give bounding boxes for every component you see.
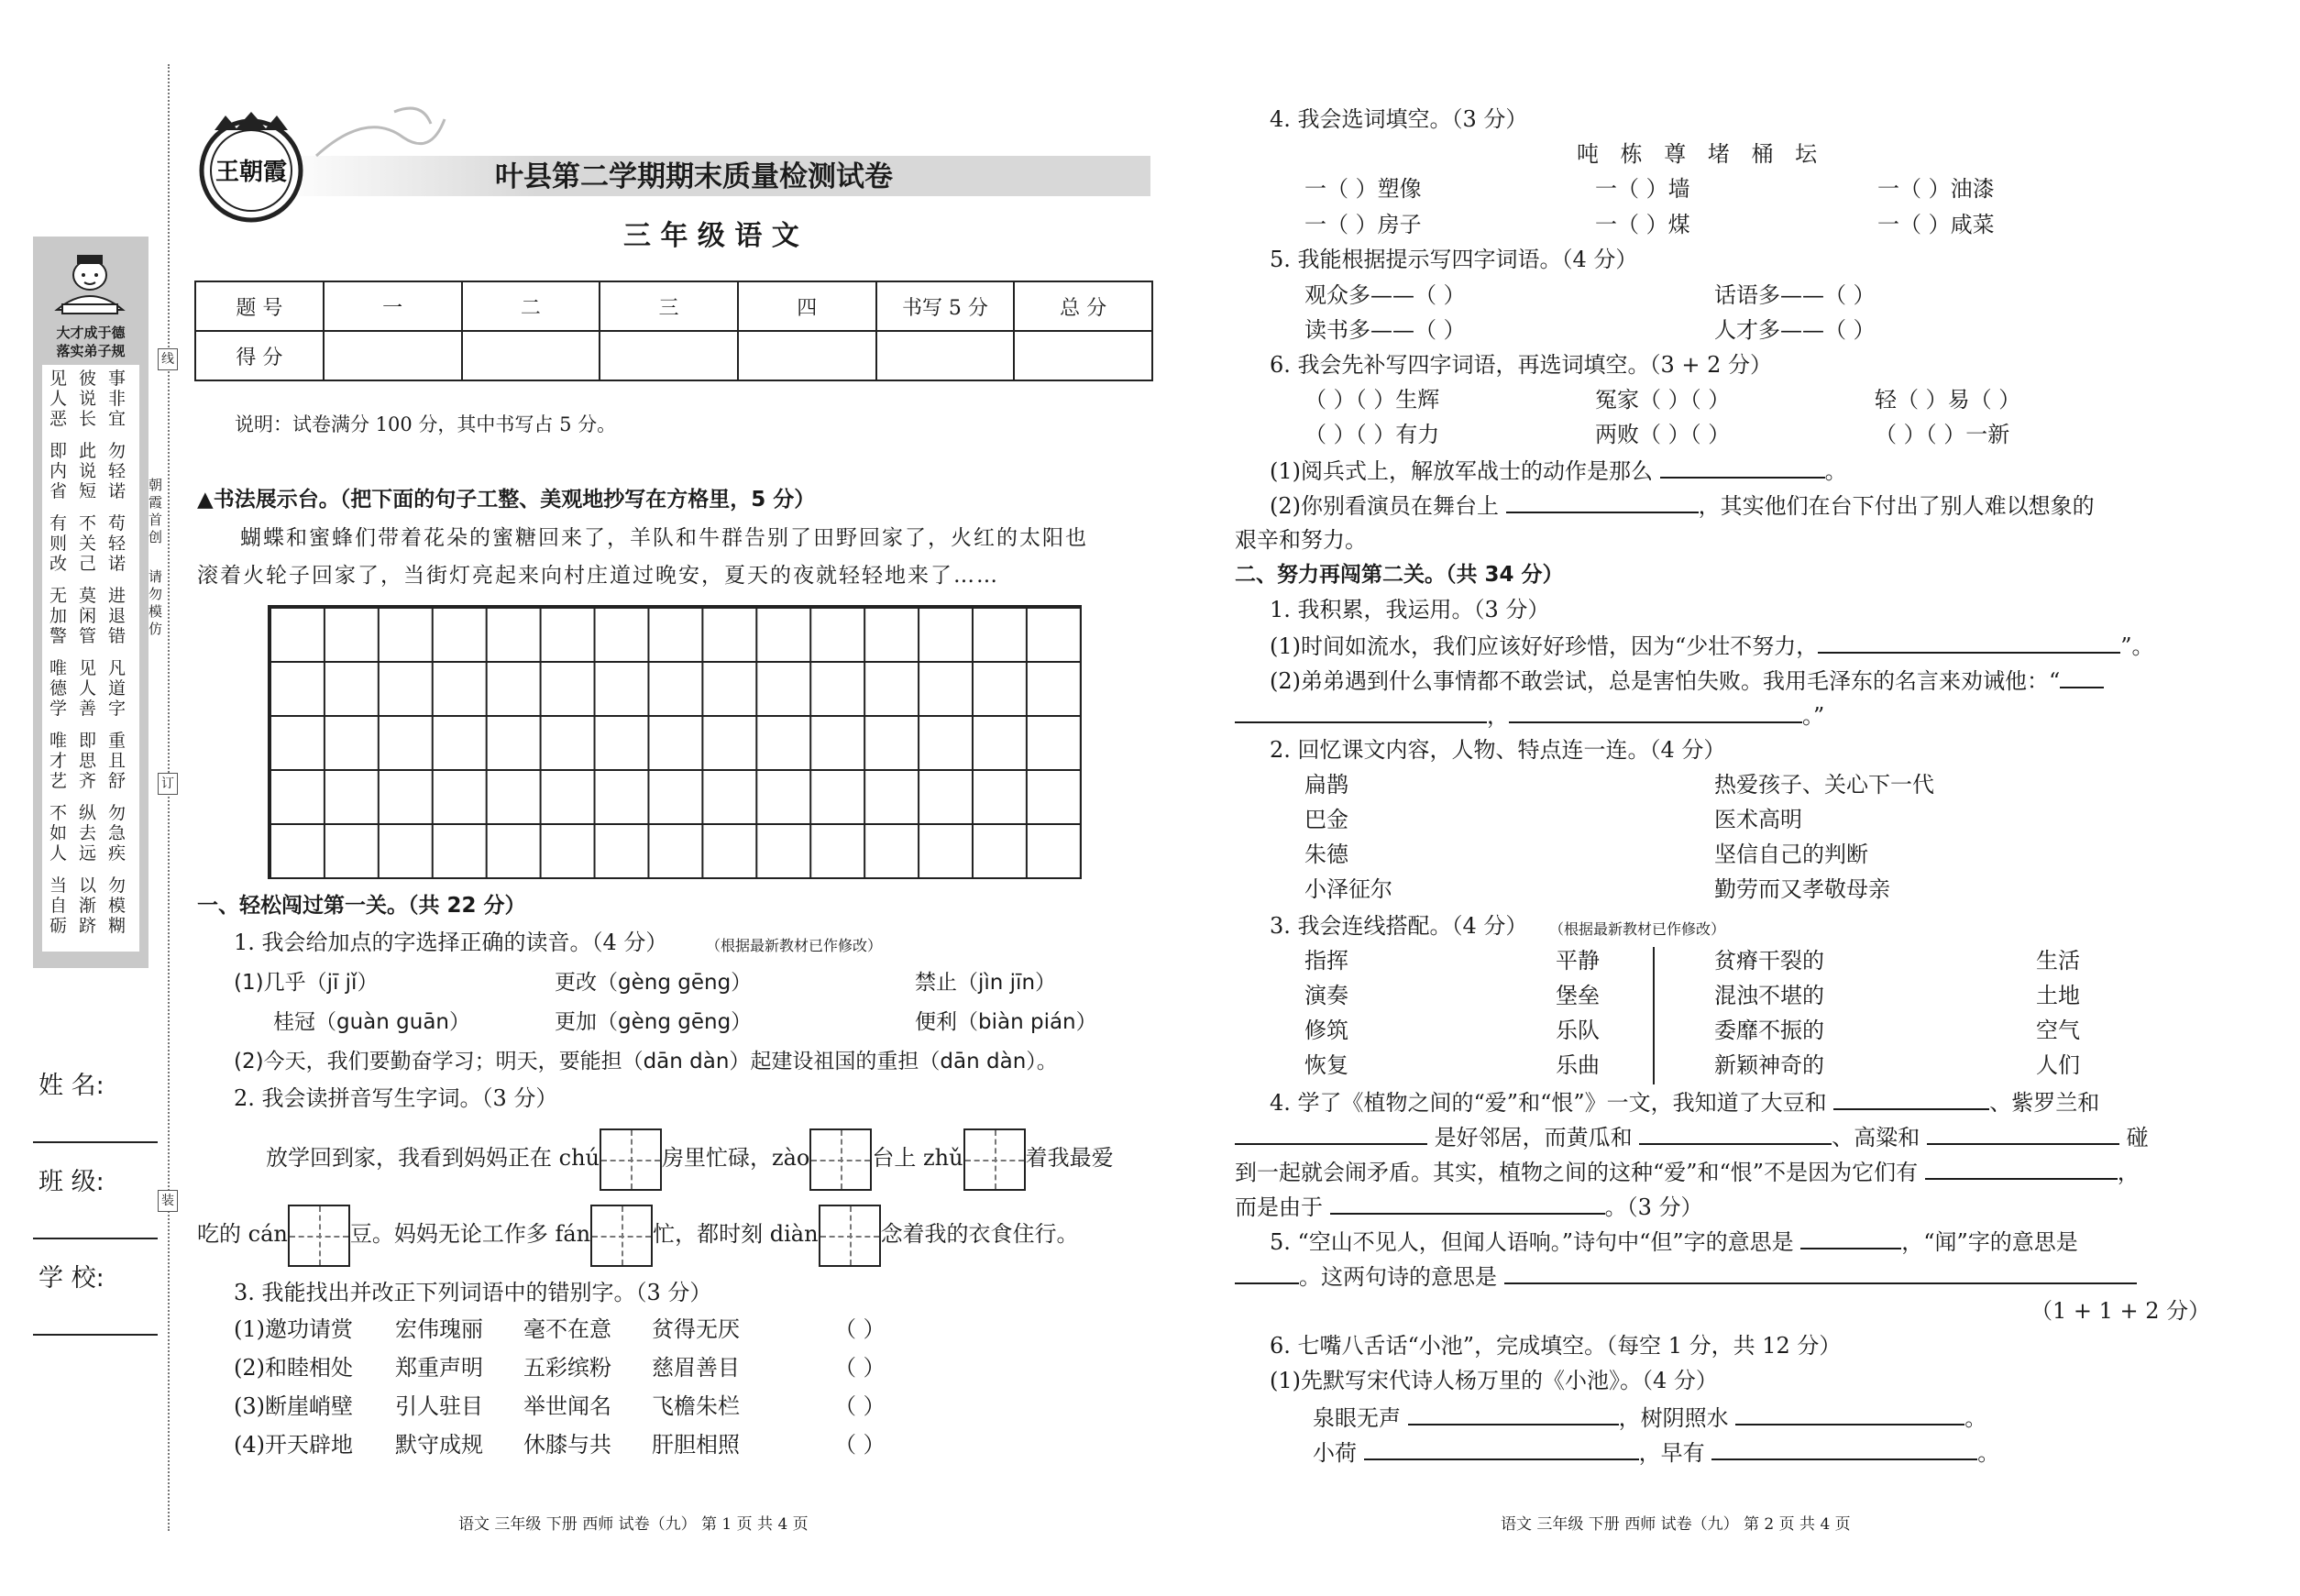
r-q4-row1-a: 一（ ）塑像 xyxy=(1304,176,1422,202)
side-note-2: 请勿模仿 xyxy=(149,568,163,637)
q3-answer-parens[interactable]: （ ） xyxy=(834,1355,886,1381)
match-person[interactable]: 扁鹊 xyxy=(1304,772,1348,798)
s2-q4-text: ， xyxy=(2117,1160,2140,1185)
score-head-cell: 书写 5 分 xyxy=(876,281,1015,331)
score-input-cell[interactable] xyxy=(324,331,462,380)
s2-q6-text: 。 xyxy=(1977,1440,2000,1466)
score-input-cell[interactable] xyxy=(738,331,876,380)
score-head-cell: 题 号 xyxy=(195,281,324,331)
r-q4-row1-b: 一（ ）墙 xyxy=(1595,176,1690,202)
r-q4-row2-a: 一（ ）房子 xyxy=(1304,212,1422,237)
q3-word: 休膝与共 xyxy=(523,1432,611,1458)
s2-q4-text: 而是由于 xyxy=(1235,1194,1323,1220)
sidebar-verse: 事非宜 xyxy=(108,369,127,429)
match-word[interactable]: 新颖神奇的 xyxy=(1714,1052,1824,1078)
sidebar-banner-line2: 落实弟子规 xyxy=(56,343,126,359)
s2-q3-prompt: 3. 我会连线搭配。（4 分） xyxy=(1270,913,1528,939)
q3-word: (1)邀功请赏 xyxy=(234,1316,353,1342)
q3-word: (4)开天辟地 xyxy=(234,1432,353,1458)
score-head-cell: 三 xyxy=(600,281,738,331)
q6-s1-text: (1)阅兵式上，解放军战士的动作是那么 xyxy=(1270,458,1653,484)
s2-q4-l1 xyxy=(1270,1088,2099,1117)
match-person[interactable]: 巴金 xyxy=(1304,807,1348,832)
character-box[interactable] xyxy=(288,1205,350,1267)
calligraphy-passage-2: 滚着火轮子回家了，当街灯亮起来向村庄道过晚安，夏天的夜就轻轻地来了…… xyxy=(197,564,999,588)
answer-blank[interactable] xyxy=(1927,1123,2119,1145)
sidebar-verse: 进退错 xyxy=(108,586,127,646)
q1-row1-c: 禁止（jìn jīn） xyxy=(915,971,1057,995)
s2-q4-text: 是好邻居，而黄瓜和 xyxy=(1434,1125,1633,1150)
r-q6-row2-b: 两败（ ）（ ） xyxy=(1595,422,1731,447)
q3-word: 肝胆相照 xyxy=(652,1432,740,1458)
answer-blank[interactable] xyxy=(1235,1123,1427,1145)
s2-q5-l2 xyxy=(1235,1262,2137,1291)
sidebar-verse: 有则改 xyxy=(50,513,68,574)
s2-q6-text: 小荷 xyxy=(1313,1440,1357,1466)
sidebar-verse: 唯德学 xyxy=(50,658,68,719)
sidebar-verses xyxy=(50,369,134,946)
score-input-cell[interactable] xyxy=(600,331,738,380)
q6-s1-end: 。 xyxy=(1824,458,1847,484)
s2-q4-text: 4. 学了《植物之间的“爱”和“恨”》一文，我知道了大豆和 xyxy=(1270,1090,1827,1116)
r-q4-row2-c: 一（ ）咸菜 xyxy=(1877,212,1995,237)
s2-q3-note: （根据最新教材已作修改） xyxy=(1549,920,1726,938)
section2-heading: 二、努力再闯第二关。（共 34 分） xyxy=(1235,563,1564,587)
s2-q1-l3 xyxy=(1235,701,1824,730)
sidebar-verse: 莫闲管 xyxy=(79,586,97,646)
q3-word: 默守成规 xyxy=(395,1432,483,1458)
binding-dotted-line xyxy=(168,64,170,1531)
answer-blank[interactable] xyxy=(1735,1403,1964,1425)
s2-q5-l1 xyxy=(1270,1227,2078,1256)
side-note-1: 朝霞首创 xyxy=(149,477,163,545)
q3-word: (3)断崖峭壁 xyxy=(234,1393,353,1419)
answer-blank[interactable] xyxy=(1330,1193,1605,1215)
q6-s2-text: (2)你别看演员在舞台上 xyxy=(1270,493,1499,519)
q3-word: 飞檐朱栏 xyxy=(652,1393,740,1419)
match-word[interactable]: 指挥 xyxy=(1304,948,1348,974)
r-q5-row2-a: 读书多——（ ） xyxy=(1304,317,1466,343)
score-input-cell[interactable] xyxy=(462,331,600,380)
q3-answer-parens[interactable]: （ ） xyxy=(834,1432,886,1458)
r-q4-prompt: 4. 我会选词填空。（3 分） xyxy=(1270,106,1528,132)
sidebar-verse: 见人善 xyxy=(79,658,97,719)
q1-row2-c: 便利（biàn pián） xyxy=(915,1010,1097,1034)
q2-line2 xyxy=(197,1202,1079,1267)
sidebar-verse: 此说短 xyxy=(79,441,97,501)
r-q6-row2-c: （ ）（ ）一新 xyxy=(1875,422,2010,447)
s2-q2-prompt: 2. 回忆课文内容，人物、特点连一连。（4 分） xyxy=(1270,737,1726,763)
q2-text: 台上 zhǔ xyxy=(872,1145,963,1171)
match-word[interactable]: 演奏 xyxy=(1304,983,1348,1008)
s2-q4-l2 xyxy=(1235,1123,2149,1151)
sidebar-verse: 彼说长 xyxy=(79,369,97,429)
match-word[interactable]: 混浊不堪的 xyxy=(1714,983,1824,1008)
s2-q5-text: 。这两句诗的意思是 xyxy=(1299,1264,1497,1290)
s2-q6-sub: (1)先默写宋代诗人杨万里的《小池》。（4 分） xyxy=(1270,1368,1718,1393)
q2-text: 吃的 cán xyxy=(197,1221,288,1247)
q3-answer-parens[interactable]: （ ） xyxy=(834,1316,886,1342)
s2-q4-l4 xyxy=(1235,1193,1703,1221)
calligraphy-passage-1: 蝴蝶和蜜蜂们带着花朵的蜜糖回来了，羊队和牛群告别了田野回家了，火红的太阳也 xyxy=(240,526,1088,550)
match-trait[interactable]: 勤劳而又孝敬母亲 xyxy=(1714,876,1890,902)
q2-text: 房里忙碌，zào xyxy=(661,1145,810,1171)
q3-word: 郑重声明 xyxy=(395,1355,483,1381)
r-q6-row2-a: （ ）（ ）有力 xyxy=(1304,422,1440,447)
s2-q4-text: 。（3 分） xyxy=(1604,1194,1703,1220)
q3-word: 贫得无厌 xyxy=(652,1316,740,1342)
answer-blank[interactable] xyxy=(1408,1403,1619,1425)
sidebar-banner-line1: 大才成于德 xyxy=(56,325,126,341)
q3-word: 慈眉善目 xyxy=(652,1355,740,1381)
s2-q4-text: 到一起就会闹矛盾。其实，植物之间的这种“爱”和“恨”不是因为它们有 xyxy=(1235,1160,1919,1185)
q3-word: 五彩缤粉 xyxy=(523,1355,611,1381)
match-word[interactable]: 贫瘠干裂的 xyxy=(1714,948,1824,974)
s2-q4-l3 xyxy=(1235,1158,2140,1186)
answer-blank[interactable] xyxy=(2060,666,2104,688)
exam-note: 说明：试卷满分 100 分，其中书写占 5 分。 xyxy=(235,413,617,435)
r-q6-row1-c: 轻（ ）易（ ） xyxy=(1875,387,2021,413)
q3-word: 引人驻目 xyxy=(395,1393,483,1419)
answer-blank[interactable] xyxy=(1660,457,1825,479)
q2-text: 念着我的衣食住行。 xyxy=(880,1221,1079,1247)
section1-heading: 一、轻松闯过第一关。（共 22 分） xyxy=(197,894,526,918)
r-q6-row1-b: 冤家（ ）（ ） xyxy=(1595,387,1731,413)
r-q4-words: 吨 栋 尊 堵 桶 坛 xyxy=(1577,141,1825,167)
s2-q6-l1 xyxy=(1313,1403,1986,1432)
calligraphy-heading: ▲书法展示台。（把下面的句子工整、美观地抄写在方格里，5 分） xyxy=(197,488,816,512)
match-word[interactable]: 土地 xyxy=(2036,983,2080,1008)
score-head-cell: 四 xyxy=(738,281,876,331)
match-word[interactable]: 空气 xyxy=(2036,1018,2080,1043)
sidebar-verse: 勿轻诺 xyxy=(108,441,127,501)
match-word[interactable]: 恢复 xyxy=(1304,1052,1348,1078)
exam-subtitle: 三 年 级 语 文 xyxy=(623,220,799,252)
s2-q6-l2 xyxy=(1313,1438,1999,1467)
q6-s2-text-b: ，其实他们在台下付出了别人难以想象的 xyxy=(1698,493,2095,519)
match-trait[interactable]: 坚信自己的判断 xyxy=(1714,842,1868,867)
sidebar-verse: 不关己 xyxy=(79,513,97,574)
title-ribbon-swirl xyxy=(312,101,449,165)
r-q5-row1-a: 观众多——（ ） xyxy=(1304,282,1466,308)
q2-text: 豆。妈妈无论工作多 fán xyxy=(349,1221,591,1247)
character-box[interactable] xyxy=(809,1128,872,1191)
score-head-cell: 总 分 xyxy=(1014,281,1152,331)
sidebar-verse: 即思齐 xyxy=(79,731,97,791)
s2-q6-text: ，早有 xyxy=(1638,1440,1705,1466)
match-trait[interactable]: 热爱孩子、关心下一代 xyxy=(1714,772,1934,798)
answer-blank[interactable] xyxy=(1833,1088,1989,1110)
q3-prompt: 3. 我能找出并改正下列词语中的错别字。（3 分） xyxy=(234,1280,712,1305)
s2-q1-prompt: 1. 我积累，我运用。（3 分） xyxy=(1270,597,1550,622)
sidebar-verse: 重且舒 xyxy=(108,731,127,791)
school-label: 学 校: xyxy=(39,1264,105,1293)
s2-q1-l1 xyxy=(1270,632,2154,660)
answer-blank[interactable] xyxy=(1800,1227,1901,1249)
match-person[interactable]: 朱德 xyxy=(1304,842,1348,867)
sidebar-verse: 苟轻诺 xyxy=(108,513,127,574)
score-head-cell: 一 xyxy=(324,281,462,331)
character-box[interactable] xyxy=(600,1128,662,1191)
class-label: 班 级: xyxy=(39,1168,105,1196)
r-q6-row1-a: （ ）（ ）生辉 xyxy=(1304,387,1440,413)
character-box[interactable] xyxy=(819,1205,881,1267)
character-box[interactable] xyxy=(590,1205,653,1267)
publisher-logo xyxy=(194,110,308,224)
sidebar-verse: 唯才艺 xyxy=(50,731,68,791)
s2-q5-text: ，“闻”字的意思是 xyxy=(1901,1229,2078,1255)
match-divider xyxy=(1653,947,1655,1084)
score-label-cell: 得 分 xyxy=(195,331,324,380)
q2-text: 忙，都时刻 diàn xyxy=(653,1221,819,1247)
score-input-cell[interactable] xyxy=(876,331,1015,380)
answer-blank[interactable] xyxy=(1235,1262,1299,1284)
q3-answer-parens[interactable]: （ ） xyxy=(834,1393,886,1419)
q1-row2-b: 更加（gèng gēng） xyxy=(555,1010,753,1034)
s2-q5-score: （1 + 1 + 2 分） xyxy=(2030,1298,2211,1324)
score-table xyxy=(194,281,1153,381)
r-q6-prompt: 6. 我会先补写四字词语，再选词填空。（3 + 2 分） xyxy=(1270,352,1773,378)
s2-q4-text: 碰 xyxy=(2126,1125,2149,1150)
character-box[interactable] xyxy=(963,1128,1026,1191)
sidebar-verse: 勿急疾 xyxy=(108,803,127,864)
r-q5-prompt: 5. 我能根据提示写四字词语。（4 分） xyxy=(1270,247,1638,272)
sidebar-scholar-icon xyxy=(44,246,136,319)
s2-q6-text: 泉眼无声 xyxy=(1313,1405,1401,1431)
q3-word: 宏伟瑰丽 xyxy=(395,1316,483,1342)
q3-word: 毫不在意 xyxy=(523,1316,611,1342)
match-word[interactable]: 平静 xyxy=(1556,948,1600,974)
match-word[interactable]: 修筑 xyxy=(1304,1018,1348,1043)
r-q6-s2-cont: 艰辛和努力。 xyxy=(1235,527,1367,553)
name-label: 姓 名: xyxy=(39,1072,105,1100)
s2-q6-text: 。 xyxy=(1964,1405,1987,1431)
score-input-cell[interactable] xyxy=(1014,331,1152,380)
sidebar-verse: 见人恶 xyxy=(50,369,68,429)
score-head-cell: 二 xyxy=(462,281,600,331)
q1-row1-b: 更改（gèng gēng） xyxy=(555,971,753,995)
answer-blank[interactable] xyxy=(1364,1438,1639,1460)
q1-row3: (2)今天，我们要勤奋学习；明天，要能担（dān dàn）起建设祖国的重担（dān dàn）。 xyxy=(234,1050,1058,1073)
svg-text:王朝霞: 王朝霞 xyxy=(215,159,288,186)
class-input-line[interactable] xyxy=(33,1238,158,1239)
s2-q1-l1-end: ”。 xyxy=(2120,633,2154,659)
answer-blank[interactable] xyxy=(1818,632,2120,654)
r-q6-s2 xyxy=(1270,491,2095,520)
exam-title: 叶县第二学期期末质量检测试卷 xyxy=(495,160,893,193)
q1-prompt: 1. 我会给加点的字选择正确的读音。（4 分） xyxy=(234,930,668,955)
q2-text: 着我最爱 xyxy=(1025,1145,1114,1171)
q2-prompt: 2. 我会读拼音写生字词。（3 分） xyxy=(234,1085,558,1111)
footer-right: 语文 三年级 下册 西师 试卷（九） 第 2 页 共 4 页 xyxy=(1501,1515,1851,1534)
q2-text: 放学回到家，我看到妈妈正在 chú xyxy=(266,1145,600,1171)
answer-blank[interactable] xyxy=(1925,1158,2118,1180)
s2-q1-l3-mid: ， xyxy=(1487,703,1509,729)
r-q4-row1-c: 一（ ）油漆 xyxy=(1877,176,1995,202)
s2-q5-text: 5. “空山不见人，但闻人语响。”诗句中“但”字的意思是 xyxy=(1270,1229,1794,1255)
r-q4-row2-b: 一（ ）煤 xyxy=(1595,212,1690,237)
answer-blank[interactable] xyxy=(1506,491,1699,513)
match-word[interactable]: 生活 xyxy=(2036,948,2080,974)
school-input-line[interactable] xyxy=(33,1334,158,1336)
match-word[interactable]: 乐队 xyxy=(1556,1018,1600,1043)
r-q5-row2-b: 人才多——（ ） xyxy=(1714,317,1876,343)
seal-box-top: 线 xyxy=(158,348,178,370)
sidebar-verse: 纵去远 xyxy=(79,803,97,864)
s2-q4-text: 、紫罗兰和 xyxy=(1989,1090,2100,1116)
seal-box-bot: 装 xyxy=(158,1190,178,1212)
s2-q1-l2-text: (2)弟弟遇到什么事情都不敢尝试，总是害怕失败。我用毛泽东的名言来劝诫他：“ xyxy=(1270,668,2061,694)
q1-row1-a: (1)几乎（jī jǐ） xyxy=(234,971,379,995)
seal-box-mid: 订 xyxy=(158,773,178,795)
s2-q4-text: 、高粱和 xyxy=(1832,1125,1920,1150)
match-word[interactable]: 堡垒 xyxy=(1556,983,1600,1008)
q1-note: （根据最新教材已作修改） xyxy=(706,937,883,954)
sidebar-verse: 无加警 xyxy=(50,586,68,646)
answer-blank[interactable] xyxy=(1711,1438,1977,1460)
answer-blank[interactable] xyxy=(1504,1262,2137,1284)
sidebar-verse: 当自砺 xyxy=(50,875,68,936)
match-word[interactable]: 人们 xyxy=(2036,1052,2080,1078)
watermark-seal: 卷 xyxy=(2026,616,2292,882)
r-q5-row1-b: 话语多——（ ） xyxy=(1714,282,1876,308)
answer-blank[interactable] xyxy=(1235,701,1487,723)
s2-q1-l3-end: 。” xyxy=(1802,703,1825,729)
q2-line1 xyxy=(266,1126,1114,1191)
s2-q1-l2 xyxy=(1270,666,2104,695)
answer-blank[interactable] xyxy=(1509,701,1802,723)
s2-q6-text: ，树阴照水 xyxy=(1618,1405,1729,1431)
s2-q6-prompt: 6. 七嘴八舌话“小池”，完成填空。（每空 1 分，共 12 分） xyxy=(1270,1333,1842,1359)
q1-row2-a: 桂冠（guàn guān） xyxy=(273,1010,471,1034)
sidebar-verse: 以渐跻 xyxy=(79,875,97,936)
footer-left: 语文 三年级 下册 西师 试卷（九） 第 1 页 共 4 页 xyxy=(458,1515,809,1534)
s2-q1-l1-text: (1)时间如流水，我们应该好好珍惜，因为“少壮不努力， xyxy=(1270,633,1819,659)
match-word[interactable]: 乐曲 xyxy=(1556,1052,1600,1078)
sidebar-verse: 勿模糊 xyxy=(108,875,127,936)
sidebar-verse: 不如人 xyxy=(50,803,68,864)
sidebar-verse: 即内省 xyxy=(50,441,68,501)
match-word[interactable]: 委靡不振的 xyxy=(1714,1018,1824,1043)
sidebar-verse: 凡道字 xyxy=(108,658,127,719)
q3-word: (2)和睦相处 xyxy=(234,1355,353,1381)
name-input-line[interactable] xyxy=(33,1141,158,1143)
r-q6-s1 xyxy=(1270,457,1847,485)
q3-word: 举世闻名 xyxy=(523,1393,611,1419)
match-trait[interactable]: 医术高明 xyxy=(1714,807,1802,832)
match-person[interactable]: 小泽征尔 xyxy=(1304,876,1392,902)
answer-blank[interactable] xyxy=(1639,1123,1832,1145)
calligraphy-grid[interactable] xyxy=(268,605,1082,879)
